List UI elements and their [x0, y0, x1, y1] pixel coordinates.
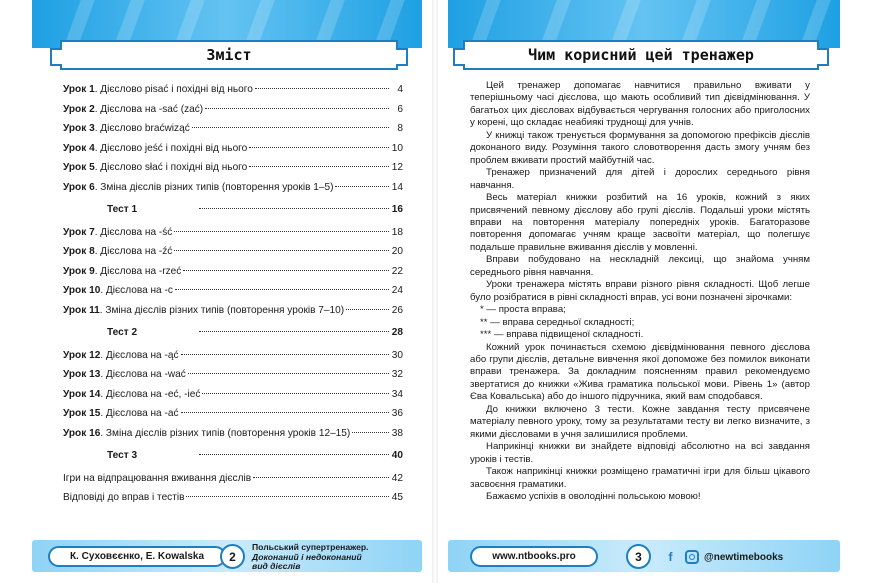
toc-label-bold: Урок 11 [63, 304, 100, 316]
toc-page-number: 26 [391, 304, 403, 316]
intro-paragraph: Уроки тренажера містять вправи різного рівня складності. Щоб легше було розібратися в рівні складності вправ, усі вони позначені зірочками: [470, 279, 810, 303]
toc-label-text: . Зміна дієслів різних типів (повторення уроків 12–15) [100, 427, 351, 439]
toc-label-text: . Дієслова на -ać [100, 408, 179, 419]
toc-row [63, 178, 403, 198]
intro-paragraph: Кожний урок починається схемою дієвідмінювання певного дієслова або групи дієслів, детальне вивчення якої допоможе без помилок виконати вправи тренажера. За докладним поясненням правил рекомендуємо звертатися до книжки «Жива граматика польської мови. Рівень 1» (автор Єва Ковальська) або до іншого підручника, який вам сподобався. [470, 341, 810, 403]
facebook-icon[interactable]: f [668, 550, 673, 564]
toc-label-bold: Тест 3 [107, 450, 138, 461]
toc-label-bold: Урок 12 [63, 349, 101, 361]
toc-label [107, 323, 197, 343]
toc-page-number: 45 [391, 492, 403, 503]
toc-leader [174, 231, 389, 232]
toc-page-number: 12 [391, 162, 403, 173]
toc-label-bold: Урок 3 [63, 123, 95, 134]
toc-label-bold: Урок 9 [63, 265, 95, 277]
left-footer [32, 540, 422, 572]
intro-paragraph: Вправи побудовано на нескладній лексиці, що знайома учням середнього рівня навчання. [470, 254, 810, 278]
toc-label-text: . Дієслова на -eć, -ieć [100, 388, 201, 400]
toc-page-number: 36 [391, 408, 403, 419]
toc-test-row [63, 446, 403, 466]
toc-leader [186, 496, 389, 497]
toc-label [63, 281, 173, 301]
toc-label-text: . Дієслова на -ąć [100, 349, 179, 361]
spine [432, 0, 438, 583]
toc-leader [249, 166, 389, 167]
toc-row [63, 488, 403, 508]
toc-leader [188, 373, 389, 374]
intro-paragraph: * — проста вправа; [480, 304, 566, 316]
toc-label [63, 223, 172, 243]
toc-page-number: 14 [391, 181, 403, 193]
intro-paragraph: *** — вправа підвищеної складності. [480, 329, 644, 341]
toc-row [63, 281, 403, 301]
toc-row [63, 223, 403, 243]
left-title-frame [60, 40, 398, 70]
intro-paragraph: Весь матеріал книжки розбитий на 16 уроків, кожний з яких присвячений певному дієслову або групі дієслів. Подальші уроки містять вправи на повторення матеріалу попередніх уроків. Багаторазове повторення допомагає учням краще засвоїти матеріал, що полегшує подальше правильне вживання дієслів у мовленні. [470, 192, 810, 253]
toc-leader [199, 454, 389, 455]
toc-page-number: 6 [397, 103, 403, 115]
toc-label-text: . Дієслова на -sać (zać) [94, 103, 204, 115]
toc-label-bold: Урок 2 [63, 103, 95, 115]
toc-leader [253, 477, 389, 478]
toc-row [63, 139, 403, 159]
page-number: 2 [220, 544, 245, 569]
toc-leader [346, 309, 389, 310]
intro-paragraph: Наприкінці книжки ви знайдете відповіді абсолютно на всі завдання уроків і тестів. [470, 441, 810, 465]
toc-label [107, 446, 197, 466]
toc-label [63, 385, 200, 405]
toc-label [63, 178, 333, 198]
toc-row [63, 424, 403, 444]
page-title: Чим корисний цей тренажер [528, 46, 754, 64]
toc-label [63, 100, 203, 120]
toc-leader [335, 186, 389, 187]
toc-label [63, 301, 344, 321]
toc-label-bold: Урок 8 [63, 246, 95, 257]
toc-label-bold: Урок 7 [63, 226, 95, 238]
toc-row [63, 346, 403, 366]
toc-page-number: 32 [391, 369, 403, 380]
instagram-icon[interactable] [683, 549, 700, 566]
book-title-line-3: вид дієслів [252, 561, 301, 572]
right-title-frame [463, 40, 819, 70]
website-link[interactable]: www.ntbooks.pro [470, 546, 598, 567]
toc-label [63, 242, 172, 262]
toc-row [63, 365, 403, 385]
authors-pill: К. Суховєєнко, E. Kowalska [48, 546, 226, 567]
toc-page-number: 18 [391, 226, 403, 238]
toc-label-bold: Урок 6 [63, 181, 95, 193]
toc-label-bold: Урок 4 [63, 142, 95, 154]
intro-paragraph: До книжки включено 3 тести. Кожне завдання тесту присвячене матеріалу певного уроку, тому за результатами тесту ви легко визначите, з якими дієсловами в учня залишилися проблеми. [470, 403, 810, 440]
toc-page-number: 40 [391, 450, 403, 461]
toc-page-number: 20 [391, 246, 403, 257]
book-title-line-2: Доконаний і недоконаний [252, 551, 362, 562]
toc-page-number: 28 [391, 327, 403, 338]
intro-paragraph: У книжці також тренується формування за допомогою префіксів дієслів доконаного виду. Розуміння такого словотворення дасть змогу учням без проблем вживати простий майбутній час. [470, 129, 810, 166]
toc-leader [249, 147, 389, 148]
page-title: Зміст [206, 46, 252, 64]
toc-label-text: . Дієслова на -rzeć [94, 265, 182, 277]
toc-label-bold: Тест 1 [107, 204, 138, 215]
toc-label-text: Ігри на відпрацювання вживання дієслів [63, 472, 252, 484]
toc-page-number: 4 [397, 84, 403, 95]
social-handle[interactable]: @newtimebooks [704, 551, 784, 563]
toc-label-bold: Урок 10 [63, 285, 101, 296]
toc-row [63, 100, 403, 120]
intro-paragraph: Також наприкінці книжки розміщено граматичні ігри для більш цікавого засвоєння граматики. [470, 466, 810, 490]
toc-label-bold: Тест 2 [107, 327, 138, 338]
toc-leader [181, 412, 390, 413]
toc-row [63, 385, 403, 405]
toc-leader [183, 270, 389, 271]
toc-label [63, 365, 186, 385]
toc-label-text: . Дієслово słać і похідні від нього [94, 162, 248, 173]
toc-label-text: . Дієслова на -c [100, 285, 173, 296]
toc-label [63, 139, 247, 159]
toc-label-text: . Дієслово braćwiząć [94, 123, 190, 134]
intro-paragraph: Бажаємо успіхів в оволодінні польською мовою! [486, 490, 701, 502]
toc-page-number: 42 [391, 472, 403, 484]
toc-label-text: . Зміна дієслів різних типів (повторення уроків 1–5) [94, 181, 334, 193]
toc-label-bold: Урок 14 [63, 388, 101, 400]
toc-leader [174, 250, 389, 251]
toc-leader [205, 108, 389, 109]
toc-leader [192, 127, 389, 128]
book-title-line-1: Польський супертренажер. [252, 542, 369, 552]
intro-paragraph: Цей тренажер допомагає навчитися правильно вживати у теперішньому часі дієслова, що мають особливий тип дієвідмінювання. У багатьох цих дієсловах відбувається чергування голосних або приголосних у корені, що складає неабиякі труднощі для учнів. [470, 80, 810, 129]
toc-label [63, 488, 184, 508]
page-number: 3 [626, 544, 651, 569]
toc-row [63, 242, 403, 262]
intro-text [470, 80, 810, 503]
toc-test-row [63, 200, 403, 220]
toc-leader [175, 289, 389, 290]
intro-paragraph: Тренажер призначений для дітей і дорослих середнього рівня навчання. [470, 167, 810, 191]
toc-label [63, 119, 190, 139]
toc-label-text: . Дієслово pisać і похідні від нього [94, 84, 253, 95]
toc-row [63, 80, 403, 100]
toc-label-text: . Зміна дієслів різних типів (повторення уроків 7–10) [99, 304, 345, 316]
toc-row [63, 301, 403, 321]
toc-label-bold: Урок 13 [63, 369, 101, 380]
toc-leader [352, 432, 389, 433]
toc-row [63, 119, 403, 139]
right-footer [448, 540, 840, 572]
toc-label [63, 404, 179, 424]
toc-leader [199, 208, 389, 209]
social-links [662, 547, 783, 567]
toc-label [63, 262, 181, 282]
toc-row [63, 404, 403, 424]
toc-label-text: . Дієслово jeść і похідні від нього [94, 142, 248, 154]
toc-label-bold: Урок 16 [63, 427, 101, 439]
toc-label [63, 158, 247, 178]
toc-page-number: 22 [391, 265, 403, 277]
toc-page-number: 10 [391, 142, 403, 154]
toc-page-number: 34 [391, 388, 403, 400]
toc-label [63, 346, 179, 366]
toc-label [63, 469, 251, 489]
toc-row [63, 158, 403, 178]
toc-page-number: 16 [391, 204, 403, 215]
table-of-contents [63, 80, 403, 508]
toc-label [63, 424, 350, 444]
toc-label-text: . Дієслова на -źć [94, 246, 173, 257]
toc-page-number: 38 [391, 427, 403, 439]
book-title [252, 543, 422, 572]
toc-leader [255, 88, 389, 89]
toc-leader [202, 393, 389, 394]
toc-label-text: . Дієслова на -ść [94, 226, 173, 238]
toc-label [63, 80, 253, 100]
toc-test-row [63, 323, 403, 343]
toc-leader [199, 331, 389, 332]
toc-label-text: Відповіді до вправ і тестів [63, 492, 185, 503]
toc-page-number: 30 [391, 349, 403, 361]
toc-label-bold: Урок 1 [63, 84, 95, 95]
toc-label-text: . Дієслова на -wać [100, 369, 186, 380]
intro-paragraph: ** — вправа середньої складності; [480, 316, 635, 328]
toc-row [63, 262, 403, 282]
toc-label-bold: Урок 5 [63, 162, 95, 173]
toc-row [63, 469, 403, 489]
toc-label-bold: Урок 15 [63, 408, 101, 419]
toc-page-number: 8 [397, 123, 403, 134]
toc-leader [181, 354, 390, 355]
toc-label [107, 200, 197, 220]
toc-page-number: 24 [391, 285, 403, 296]
